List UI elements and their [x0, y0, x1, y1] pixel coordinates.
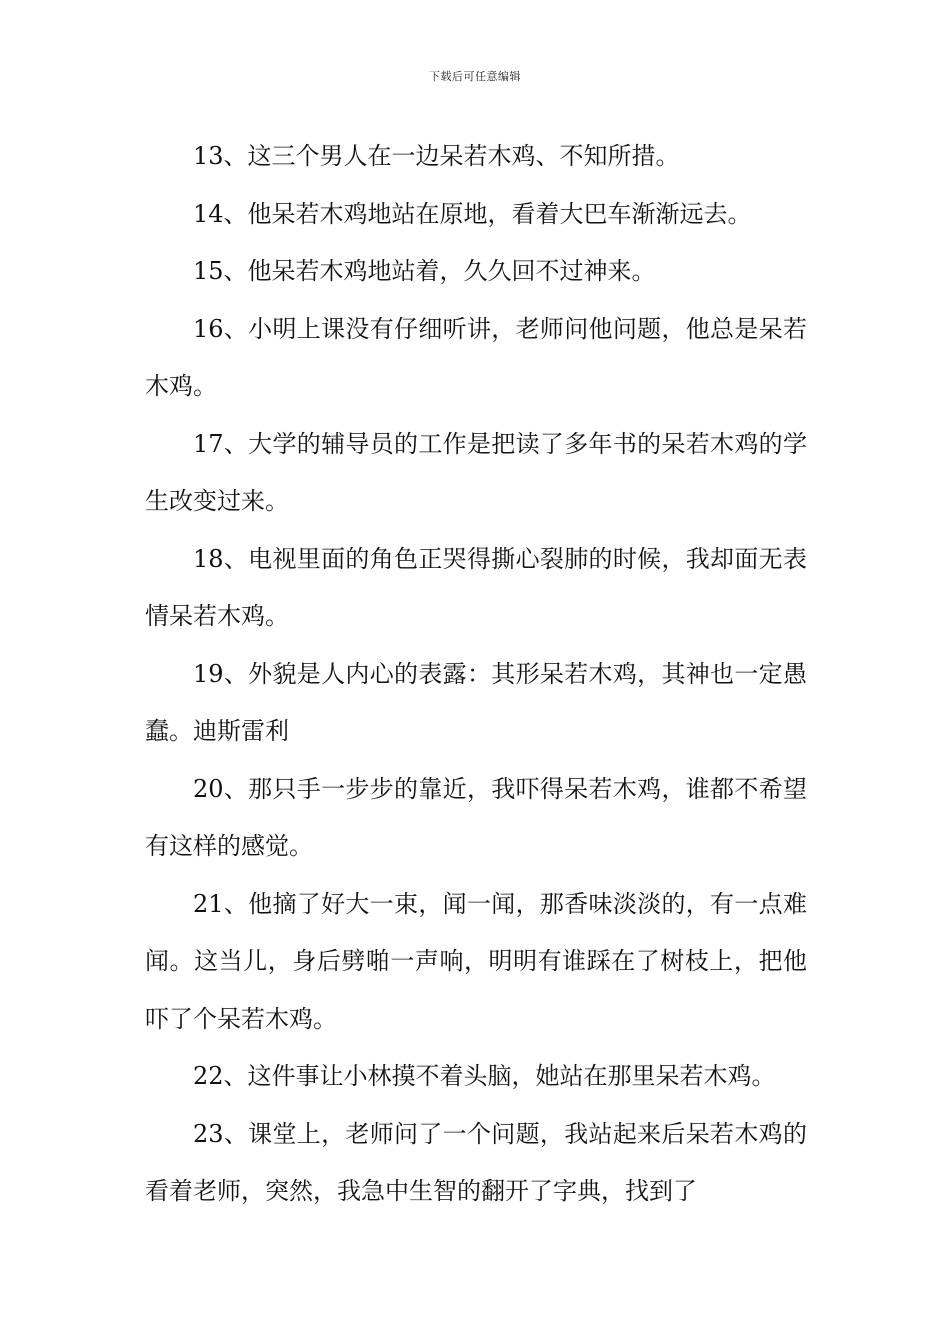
paragraph-22: 22、这件事让小林摸不着头脑，她站在那里呆若木鸡。	[193, 1062, 776, 1090]
paragraph-17: 17、大学的辅导员的工作是把读了多年书的呆若木鸡的学生改变过来。	[145, 429, 807, 515]
paragraph-14: 14、他呆若木鸡地站在原地，看着大巴车渐渐远去。	[193, 199, 752, 228]
paragraph-16: 16、小明上课没有仔细听讲，老师问他问题，他总是呆若木鸡。	[145, 314, 807, 400]
paragraph-23: 23、课堂上，老师问了一个问题，我站起来后呆若木鸡的看着老师，突然，我急中生智的翻开了字典，找到了	[145, 1119, 807, 1205]
page-header: 下载后可任意编辑	[429, 70, 521, 83]
paragraph-15: 15、他呆若木鸡地站着，久久回不过神来。	[193, 257, 656, 285]
paragraph-13: 13、这三个男人在一边呆若木鸡、不知所措。	[193, 142, 680, 170]
paragraph-21: 21、他摘了好大一束，闻一闻，那香味淡淡的，有一点难闻。这当儿，身后劈啪一声响，明明有谁踩在了树枝上，把他吓了个呆若木鸡。	[145, 889, 807, 1033]
paragraph-18: 18、电视里面的角色正哭得撕心裂肺的时候，我却面无表情呆若木鸡。	[145, 544, 807, 630]
paragraph-19: 19、外貌是人内心的表露：其形呆若木鸡，其神也一定愚蠢。迪斯雷利	[145, 659, 807, 745]
document-body	[145, 128, 807, 1221]
paragraph-20: 20、那只手一步步的靠近，我吓得呆若木鸡，谁都不希望有这样的感觉。	[145, 774, 807, 860]
